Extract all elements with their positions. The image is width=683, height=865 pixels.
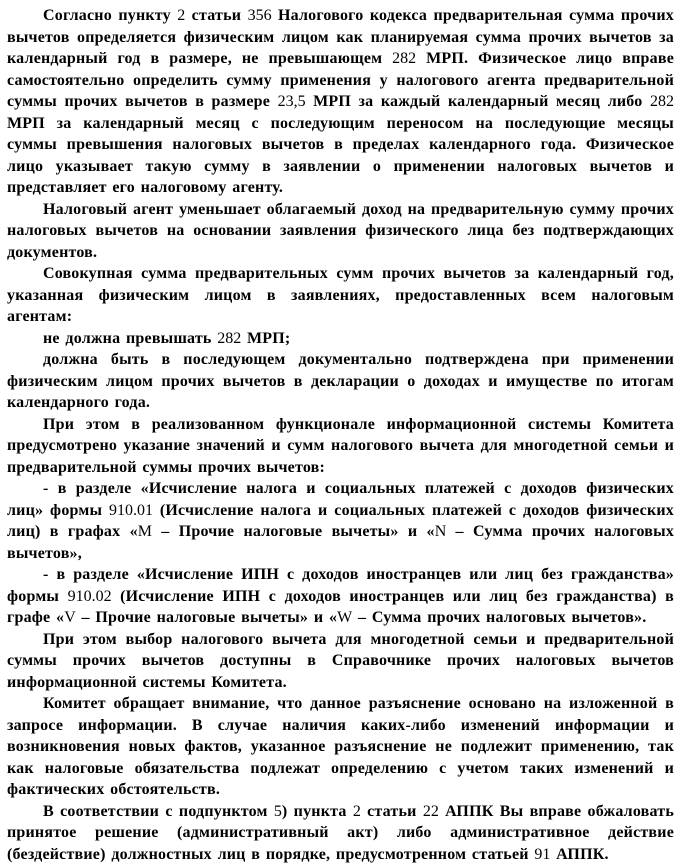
paragraph: Налоговый агент уменьшает облагаемый доход на предварительную сумму прочих налоговых вычетов на основании заявления физического лица без подтверждающих документов. bbox=[7, 199, 674, 264]
text-run: V bbox=[64, 609, 76, 626]
document-body bbox=[7, 5, 674, 865]
text-run: 5 bbox=[274, 803, 282, 820]
text-run: N bbox=[435, 523, 447, 540]
text-run: 2 bbox=[353, 803, 361, 820]
text-run: 2 bbox=[177, 7, 185, 24]
paragraph: Согласно пункту 2 статьи 356 Налогового кодекса предварительная сумма прочих вычетов определяется физическим лицом как планируемая сумма прочих вычетов за календарный год в размере, не превышающем 282 МРП. Физическое лицо вправе самостоятельно определить сумму применения у налогового агента предварительной суммы прочих вычетов в размере 23,5 МРП за каждый календарный месяц либо 282 МРП за календарный месяц с последующим переносом на последующие месяцы суммы превышения налоговых вычетов в пределах календарного года. Физическое лицо указывает такую сумму в заявлении о применении налоговых вычетов и представляет его налоговому агенту. bbox=[7, 5, 674, 199]
text-run: 282 bbox=[650, 93, 674, 110]
text-run: 910.02 bbox=[68, 588, 112, 605]
text-run: 282 bbox=[392, 50, 416, 67]
paragraph: - в разделе «Исчисление ИПН с доходов иностранцев или лиц без гражданства» формы 910.02 (Исчисление ИПН с доходов иностранцев или лиц без гражданства) в графе «V – Прочие налоговые вычеты» и «W – Сумма прочих налоговых вычетов». bbox=[7, 564, 674, 629]
text-run: 22 bbox=[423, 803, 439, 820]
paragraph: Совокупная сумма предварительных сумм прочих вычетов за календарный год, указанная физическим лицом в заявлениях, предоставленных всем налоговым агентам: bbox=[7, 263, 674, 328]
text-run: 91 bbox=[534, 846, 550, 863]
paragraph: должна быть в последующем документально подтверждена при применении физическим лицом прочих вычетов в декларации о доходах и имуществе по итогам календарного года. bbox=[7, 349, 674, 414]
text-run: 356 bbox=[248, 7, 272, 24]
text-run: 910.01 bbox=[109, 502, 153, 519]
paragraph: При этом выбор налогового вычета для многодетной семьи и предварительной суммы прочих вычетов доступны в Справочнике прочих налоговых вычетов информационной системы Комитета. bbox=[7, 629, 674, 694]
text-run: 282 bbox=[217, 330, 241, 347]
paragraph: Комитет обращает внимание, что данное разъяснение основано на изложенной в запросе информации. В случае наличия каких-либо изменений информации и возникновения новых фактов, указанное разъяснение не подлежит применению, так как налоговые обязательства подлежат определению с учетом таких изменений и фактических обстоятельств. bbox=[7, 693, 674, 801]
text-run: W bbox=[337, 609, 352, 626]
paragraph: При этом в реализованном функционале информационной системы Комитета предусмотрено указание значений и сумм налогового вычета для многодетной семьи и предварительной суммы прочих вычетов: bbox=[7, 414, 674, 479]
text-run: M bbox=[138, 523, 152, 540]
paragraph: В соответствии с подпунктом 5) пункта 2 статьи 22 АППК Вы вправе обжаловать принятое решение (административный акт) либо административное действие (бездействие) должностных лиц в порядке, предусмотренном статьей 91 АППК. bbox=[7, 801, 674, 865]
text-run: 23,5 bbox=[278, 93, 306, 110]
paragraph: не должна превышать 282 МРП; bbox=[7, 328, 674, 350]
paragraph: - в разделе «Исчисление налога и социальных платежей с доходов физических лиц» формы 910.01 (Исчисление налога и социальных платежей с доходов физических лиц) в графах «M – Прочие налоговые вычеты» и «N – Сумма прочих налоговых вычетов», bbox=[7, 478, 674, 564]
